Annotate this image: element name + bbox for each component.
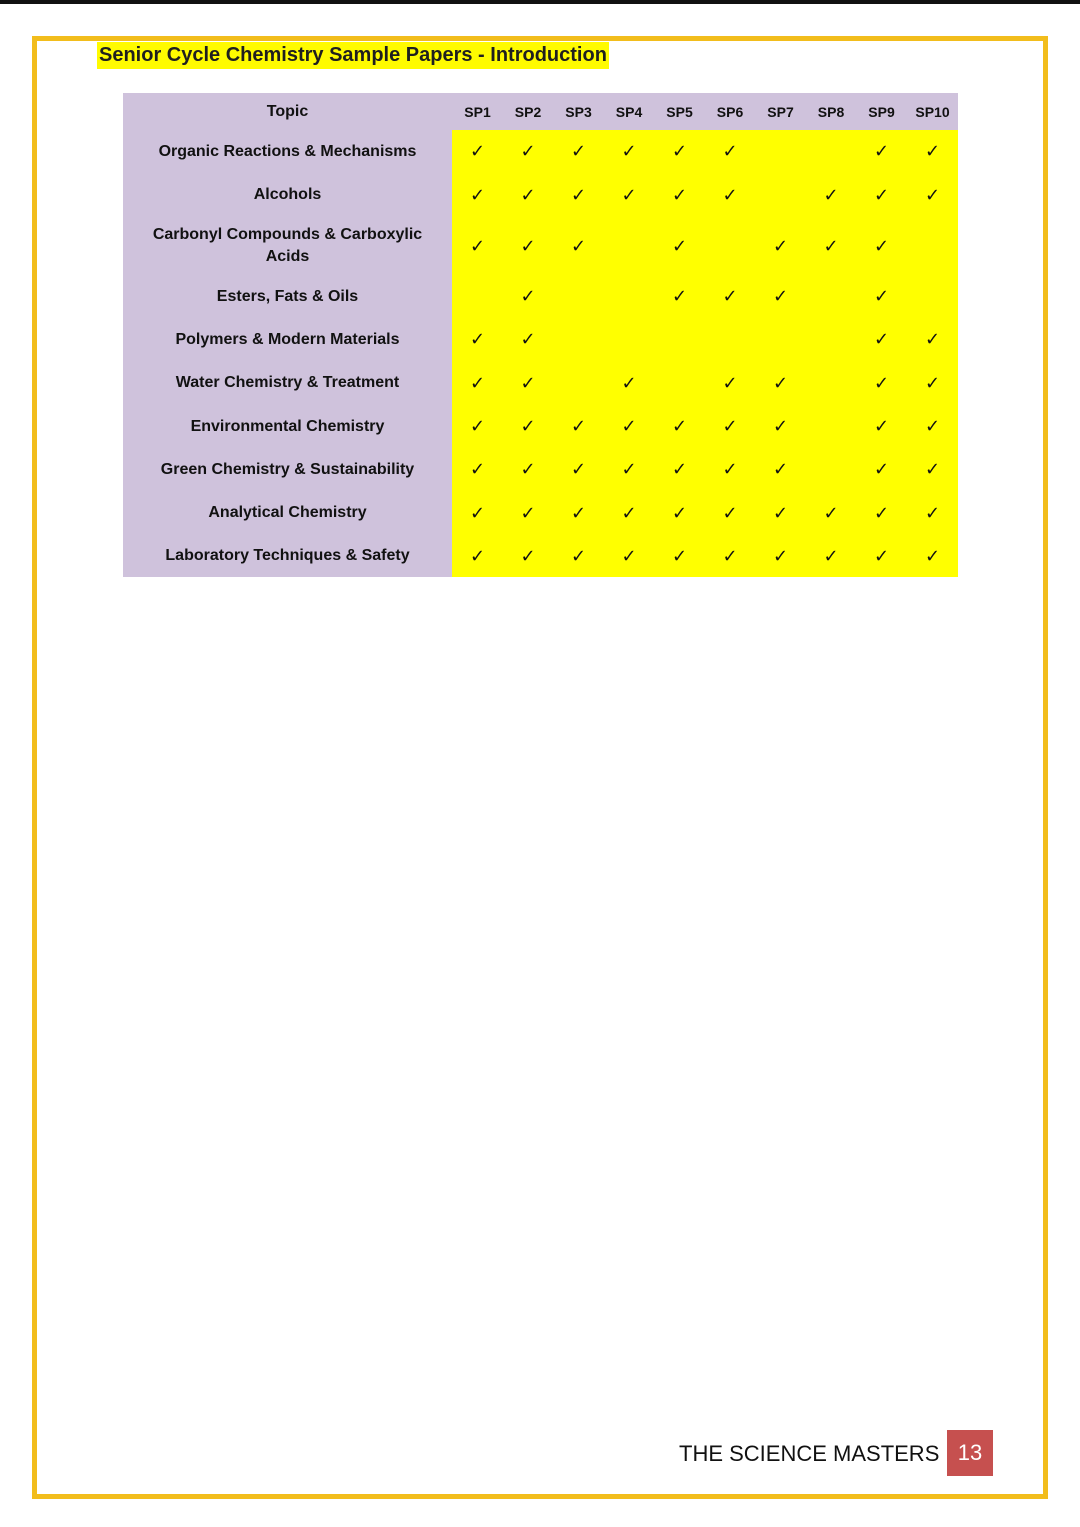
coverage-cell [654, 361, 705, 405]
checkmark-icon: ✓ [722, 141, 738, 162]
coverage-cell [806, 275, 856, 318]
checkmark-icon: ✓ [924, 184, 941, 206]
coverage-cell [806, 491, 856, 535]
coverage-cell [806, 405, 856, 448]
table-row [123, 535, 958, 577]
coverage-cell [452, 405, 503, 448]
coverage-cell [553, 217, 604, 275]
coverage-cell [452, 318, 503, 361]
checkmark-icon: ✓ [823, 502, 839, 524]
coverage-cell [806, 130, 856, 173]
coverage-cell [907, 318, 958, 361]
checkmark-icon: ✓ [520, 502, 536, 524]
paper-column-header: SP9 [856, 93, 907, 130]
paper-column-header: SP3 [553, 93, 604, 130]
coverage-cell [604, 318, 654, 361]
coverage-cell [503, 318, 553, 361]
coverage-cell [705, 535, 755, 577]
topic-cell: Esters, Fats & Oils [123, 275, 452, 318]
coverage-cell [553, 130, 604, 173]
checkmark-icon: ✓ [924, 545, 941, 567]
checkmark-icon: ✓ [722, 502, 738, 524]
checkmark-icon: ✓ [671, 502, 688, 524]
checkmark-icon: ✓ [722, 459, 738, 480]
coverage-cell [654, 173, 705, 217]
coverage-cell [604, 535, 654, 577]
coverage-cell [856, 318, 907, 361]
coverage-cell [654, 318, 705, 361]
checkmark-icon: ✓ [570, 545, 587, 567]
table-row [123, 405, 958, 448]
paper-column-header: SP10 [907, 93, 958, 130]
checkmark-icon: ✓ [570, 459, 587, 480]
coverage-cell [452, 491, 503, 535]
checkmark-icon: ✓ [621, 184, 637, 206]
table-row [123, 217, 958, 275]
table-row [123, 318, 958, 361]
checkmark-icon: ✓ [722, 545, 738, 567]
coverage-cell [856, 275, 907, 318]
coverage-cell [856, 361, 907, 405]
checkmark-icon: ✓ [520, 459, 536, 480]
coverage-cell [604, 361, 654, 405]
checkmark-icon: ✓ [520, 545, 536, 567]
coverage-cell [907, 173, 958, 217]
coverage-cell [705, 130, 755, 173]
checkmark-icon: ✓ [924, 372, 941, 394]
checkmark-icon: ✓ [671, 184, 688, 206]
table-row [123, 130, 958, 173]
coverage-cell [604, 275, 654, 318]
table-header-row [123, 93, 958, 130]
topic-coverage-table [123, 93, 958, 577]
coverage-cell [705, 361, 755, 405]
checkmark-icon: ✓ [772, 372, 789, 394]
coverage-cell [806, 448, 856, 491]
checkmark-icon: ✓ [469, 372, 486, 394]
checkmark-icon: ✓ [823, 545, 839, 567]
coverage-cell [452, 173, 503, 217]
checkmark-icon: ✓ [621, 141, 637, 162]
paper-column-header: SP1 [452, 93, 503, 130]
coverage-cell [452, 130, 503, 173]
coverage-cell [604, 405, 654, 448]
coverage-cell [604, 491, 654, 535]
checkmark-icon: ✓ [671, 141, 688, 162]
coverage-cell [907, 275, 958, 318]
coverage-cell [452, 448, 503, 491]
coverage-cell [705, 491, 755, 535]
coverage-cell [553, 173, 604, 217]
checkmark-icon: ✓ [722, 184, 738, 206]
checkmark-icon: ✓ [469, 545, 486, 567]
coverage-cell [907, 491, 958, 535]
checkmark-icon: ✓ [924, 141, 941, 162]
paper-column-header: SP8 [806, 93, 856, 130]
topic-cell: Laboratory Techniques & Safety [123, 535, 452, 577]
coverage-cell [654, 130, 705, 173]
coverage-cell [604, 448, 654, 491]
checkmark-icon: ✓ [924, 502, 941, 524]
checkmark-icon: ✓ [873, 184, 890, 206]
page-title: Senior Cycle Chemistry Sample Papers - Introduction [97, 42, 609, 69]
checkmark-icon: ✓ [823, 184, 839, 206]
coverage-cell [806, 535, 856, 577]
checkmark-icon: ✓ [520, 286, 536, 307]
top-rule [0, 0, 1080, 4]
checkmark-icon: ✓ [722, 416, 738, 437]
topic-cell: Polymers & Modern Materials [123, 318, 452, 361]
coverage-cell [755, 318, 806, 361]
table-row [123, 173, 958, 217]
checkmark-icon: ✓ [772, 502, 789, 524]
coverage-cell [806, 361, 856, 405]
checkmark-icon: ✓ [772, 459, 789, 480]
paper-column-header: SP6 [705, 93, 755, 130]
coverage-cell [907, 130, 958, 173]
coverage-cell [553, 535, 604, 577]
checkmark-icon: ✓ [873, 502, 890, 524]
coverage-cell [553, 361, 604, 405]
checkmark-icon: ✓ [469, 329, 486, 350]
checkmark-icon: ✓ [671, 545, 688, 567]
checkmark-icon: ✓ [520, 416, 536, 437]
topic-column-header: Topic [123, 93, 452, 130]
coverage-cell [806, 217, 856, 275]
paper-column-header: SP7 [755, 93, 806, 130]
coverage-cell [452, 275, 503, 318]
coverage-cell [604, 130, 654, 173]
coverage-cell [856, 130, 907, 173]
coverage-cell [856, 173, 907, 217]
paper-column-header: SP2 [503, 93, 553, 130]
checkmark-icon: ✓ [873, 416, 890, 437]
checkmark-icon: ✓ [520, 141, 536, 162]
coverage-cell [755, 130, 806, 173]
footer-brand: THE SCIENCE MASTERS [679, 1441, 940, 1466]
checkmark-icon: ✓ [722, 372, 738, 394]
checkmark-icon: ✓ [873, 372, 890, 394]
coverage-cell [503, 405, 553, 448]
coverage-cell [654, 405, 705, 448]
coverage-cell [654, 535, 705, 577]
coverage-cell [503, 535, 553, 577]
table-row [123, 448, 958, 491]
checkmark-icon: ✓ [772, 416, 789, 437]
coverage-cell [654, 275, 705, 318]
topic-cell: Organic Reactions & Mechanisms [123, 130, 452, 173]
checkmark-icon: ✓ [469, 416, 486, 437]
topic-cell: Alcohols [123, 173, 452, 217]
coverage-cell [755, 173, 806, 217]
coverage-cell [705, 173, 755, 217]
coverage-cell [503, 130, 553, 173]
checkmark-icon: ✓ [570, 502, 587, 524]
coverage-cell [907, 405, 958, 448]
coverage-cell [705, 275, 755, 318]
coverage-cell [907, 217, 958, 275]
checkmark-icon: ✓ [469, 184, 486, 206]
coverage-cell [755, 535, 806, 577]
table-row [123, 275, 958, 318]
checkmark-icon: ✓ [621, 372, 637, 394]
checkmark-icon: ✓ [469, 141, 486, 162]
checkmark-icon: ✓ [772, 545, 789, 567]
topic-cell: Analytical Chemistry [123, 491, 452, 535]
checkmark-icon: ✓ [924, 329, 941, 350]
coverage-cell [755, 491, 806, 535]
coverage-cell [452, 361, 503, 405]
checkmark-icon: ✓ [873, 545, 890, 567]
checkmark-icon: ✓ [823, 235, 839, 257]
checkmark-icon: ✓ [621, 545, 637, 567]
checkmark-icon: ✓ [873, 286, 890, 307]
coverage-cell [503, 217, 553, 275]
checkmark-icon: ✓ [469, 502, 486, 524]
checkmark-icon: ✓ [570, 235, 587, 257]
checkmark-icon: ✓ [621, 416, 637, 437]
topic-cell: Environmental Chemistry [123, 405, 452, 448]
coverage-cell [553, 405, 604, 448]
coverage-cell [452, 217, 503, 275]
coverage-cell [755, 275, 806, 318]
coverage-cell [755, 448, 806, 491]
coverage-cell [452, 535, 503, 577]
coverage-cell [856, 535, 907, 577]
topic-cell: Carbonyl Compounds & Carboxylic Acids [123, 217, 452, 275]
checkmark-icon: ✓ [570, 184, 587, 206]
checkmark-icon: ✓ [671, 286, 688, 307]
checkmark-icon: ✓ [520, 329, 536, 350]
coverage-cell [553, 275, 604, 318]
paper-column-header: SP4 [604, 93, 654, 130]
coverage-cell [907, 535, 958, 577]
coverage-cell [705, 318, 755, 361]
coverage-cell [654, 491, 705, 535]
coverage-cell [503, 491, 553, 535]
checkmark-icon: ✓ [772, 286, 789, 307]
checkmark-icon: ✓ [520, 235, 536, 257]
coverage-cell [503, 361, 553, 405]
checkmark-icon: ✓ [924, 416, 941, 437]
coverage-cell [503, 173, 553, 217]
coverage-cell [604, 173, 654, 217]
checkmark-icon: ✓ [570, 141, 587, 162]
checkmark-icon: ✓ [671, 235, 688, 257]
coverage-cell [806, 318, 856, 361]
checkmark-icon: ✓ [520, 184, 536, 206]
checkmark-icon: ✓ [873, 235, 890, 257]
coverage-cell [503, 275, 553, 318]
coverage-cell [705, 405, 755, 448]
coverage-cell [907, 361, 958, 405]
coverage-cell [654, 448, 705, 491]
checkmark-icon: ✓ [873, 459, 890, 480]
coverage-cell [856, 405, 907, 448]
checkmark-icon: ✓ [873, 141, 890, 162]
coverage-cell [856, 448, 907, 491]
checkmark-icon: ✓ [469, 459, 486, 480]
checkmark-icon: ✓ [772, 235, 789, 257]
checkmark-icon: ✓ [469, 235, 486, 257]
coverage-cell [503, 448, 553, 491]
table-row [123, 361, 958, 405]
coverage-cell [856, 491, 907, 535]
coverage-cell [907, 448, 958, 491]
table-row [123, 491, 958, 535]
checkmark-icon: ✓ [621, 502, 637, 524]
checkmark-icon: ✓ [924, 459, 941, 480]
paper-column-header: SP5 [654, 93, 705, 130]
coverage-cell [553, 491, 604, 535]
coverage-cell [705, 448, 755, 491]
coverage-cell [604, 217, 654, 275]
checkmark-icon: ✓ [873, 329, 890, 350]
coverage-cell [806, 173, 856, 217]
coverage-cell [553, 318, 604, 361]
coverage-cell [654, 217, 705, 275]
checkmark-icon: ✓ [671, 416, 688, 437]
checkmark-icon: ✓ [722, 286, 738, 307]
coverage-cell [553, 448, 604, 491]
coverage-cell [856, 217, 907, 275]
checkmark-icon: ✓ [671, 459, 688, 480]
checkmark-icon: ✓ [520, 372, 536, 394]
table-body [123, 130, 958, 577]
checkmark-icon: ✓ [570, 416, 587, 437]
topic-cell: Green Chemistry & Sustainability [123, 448, 452, 491]
coverage-cell [755, 217, 806, 275]
coverage-cell [705, 217, 755, 275]
topic-cell: Water Chemistry & Treatment [123, 361, 452, 405]
checkmark-icon: ✓ [621, 459, 637, 480]
page-number-badge: 13 [947, 1430, 993, 1476]
coverage-cell [755, 405, 806, 448]
coverage-cell [755, 361, 806, 405]
